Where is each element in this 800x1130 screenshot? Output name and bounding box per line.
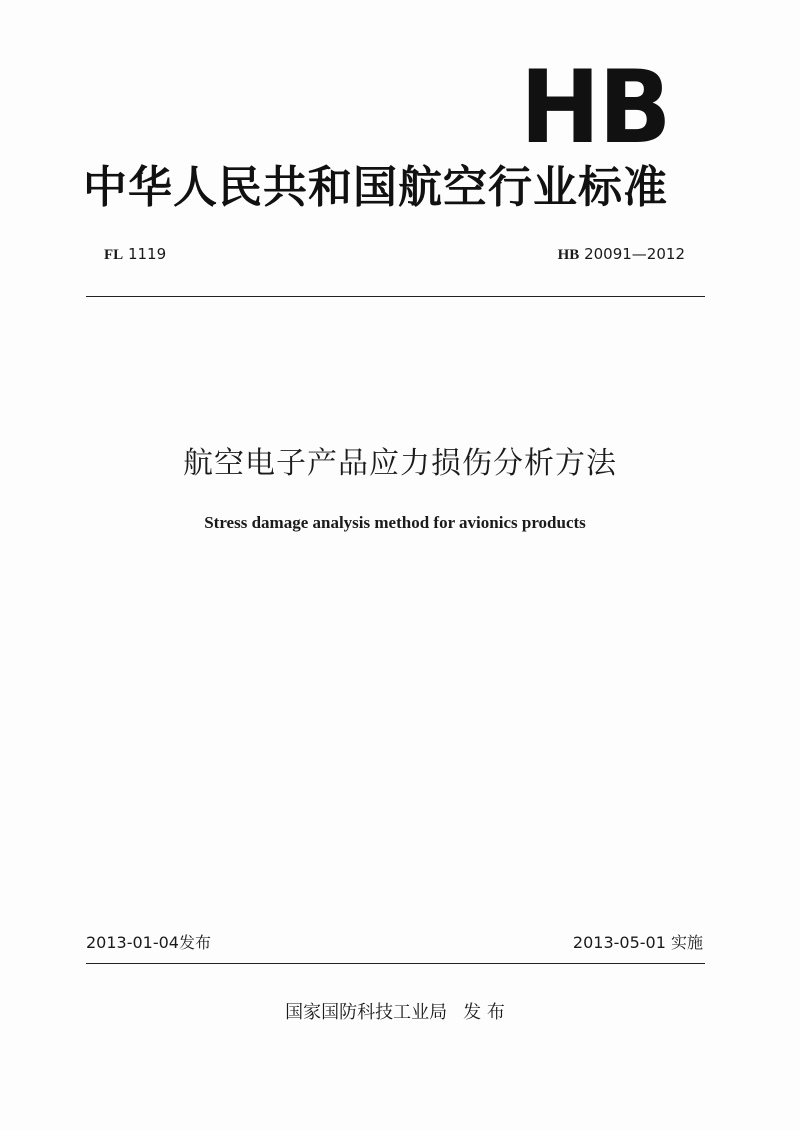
issuer-label: 发 布 xyxy=(463,1002,505,1023)
standard-number xyxy=(558,244,685,265)
issuing-authority xyxy=(0,1001,790,1025)
hb-number: 20091—2012 xyxy=(584,245,685,263)
release-date xyxy=(86,932,211,954)
document-title-en: Stress damage analysis method for avionics products xyxy=(204,513,586,532)
hb-logo: HB xyxy=(520,48,670,166)
release-label: 发布 xyxy=(178,933,211,952)
bottom-divider xyxy=(86,963,705,964)
fl-label: FL xyxy=(104,247,124,263)
issuer-org: 国家国防科技工业局 xyxy=(285,1002,448,1023)
effective-label: 实施 xyxy=(670,933,703,952)
top-divider xyxy=(86,296,705,297)
release-date-value: 2013-01-04 xyxy=(86,933,179,952)
org-title: 中华人民共和国航空行业标准 xyxy=(83,162,668,213)
effective-date xyxy=(573,932,703,954)
effective-date-value: 2013-05-01 xyxy=(572,933,666,952)
document-title-cn: 航空电子产品应力损伤分析方法 xyxy=(183,446,617,481)
hb-label: HB xyxy=(557,247,580,263)
fl-number: 1119 xyxy=(127,245,167,263)
classification-code xyxy=(104,244,166,265)
